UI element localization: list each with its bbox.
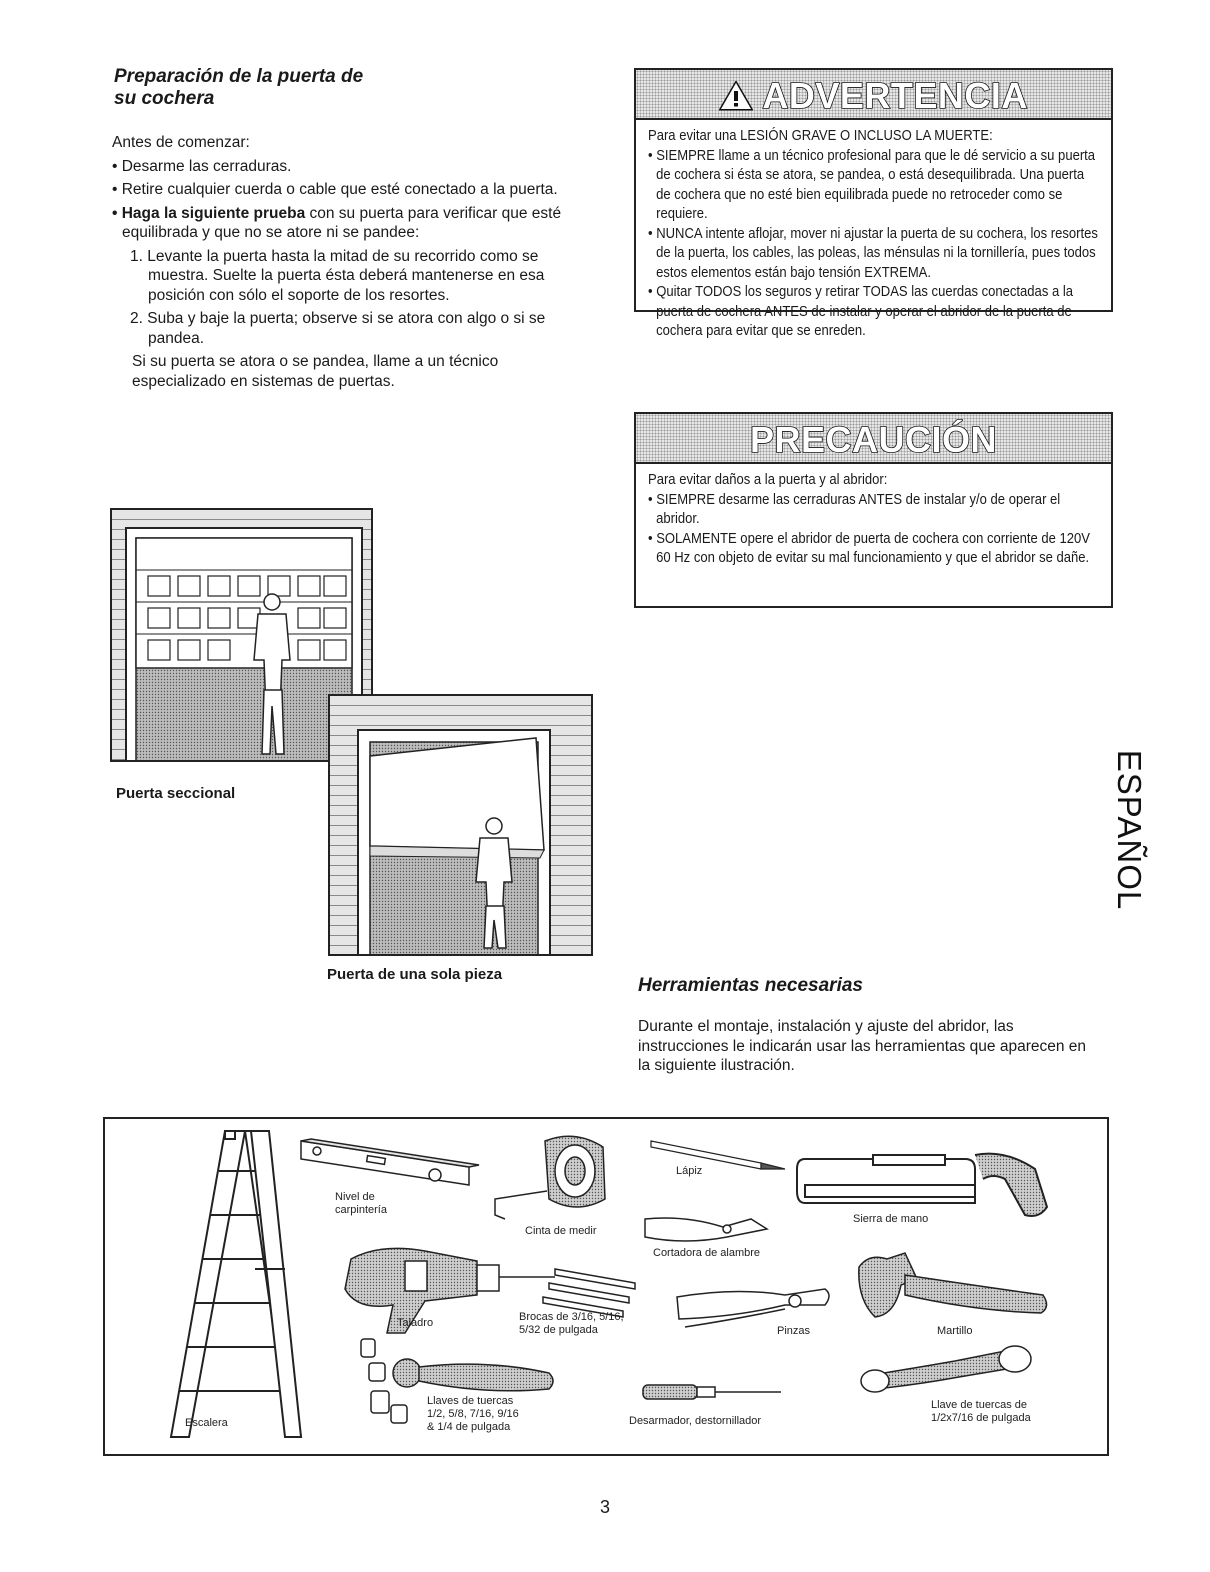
section-title-preparation (114, 66, 534, 110)
bullet-locks: • Desarme las cerraduras. (112, 157, 292, 175)
tools-illustration-box (103, 1117, 1109, 1456)
caution-lead: Para evitar daños a la puerta y al abridor: (648, 472, 888, 488)
label-hammer: Martillo (937, 1325, 973, 1337)
warning-banner-label (636, 76, 1111, 116)
label-level-line2: carpintería (335, 1204, 387, 1216)
label-screwdriver: Desarmador, destornillador (629, 1415, 762, 1427)
label-drill: Taladro (397, 1317, 434, 1329)
caption-sectional-door: Puerta seccional (116, 785, 236, 802)
warning-triangle-icon (719, 81, 753, 111)
step-1: 1. Levante la puerta hasta la mitad de su recorrido como se muestra. Suelte la puerta ésta deberá mantenerse en esa posición con sólo el soporte de los resortes. (130, 247, 545, 304)
label-drill-bits (519, 1311, 624, 1337)
label-hacksaw: Sierra de mano (853, 1213, 929, 1225)
tools-intro: Durante el montaje, instalación y ajuste del abridor, las instrucciones le indicarán usar las herramientas que aparecen en la siguiente ilustración. (638, 1018, 1087, 1074)
label-tape-measure: Cinta de medir (525, 1225, 597, 1237)
label-level-line1: Nivel de (335, 1191, 375, 1203)
caution-box (634, 412, 1113, 608)
label-level (335, 1191, 387, 1217)
step-2: 2. Suba y baje la puerta; observe si se atora con algo o si se pandea. (130, 310, 546, 347)
bullet-test-bold: • Haga la siguiente prueba (112, 204, 306, 222)
one-piece-door-illustration (328, 694, 593, 956)
label-drill-bits-line2: 5/32 de pulgada (519, 1324, 598, 1336)
tape-measure-icon (495, 1136, 605, 1219)
caution-bullet-2: • SOLAMENTE opere el abridor de puerta de cochera con corriente de 120V 60 Hz con objeto de evitar su mal funcionamiento y que el abridor se dañe. (648, 530, 1090, 566)
pencil-icon (651, 1141, 785, 1169)
warning-bullet-3: • Quitar TODOS los seguros y retirar TODAS las cuerdas conectadas a la puerta de cochera ANTES de instalar y operar el abridor de la puerta de cochera para evitar que se enreden. (648, 284, 1074, 339)
warning-lead: Para evitar una LESIÓN GRAVE O INCLUSO LA MUERTE: (648, 128, 993, 144)
label-box-wrench-line2: 1/2x7/16 de pulgada (931, 1412, 1031, 1424)
drill-bits-icon (543, 1269, 635, 1317)
title-line-1: Preparación de la puerta de (114, 66, 364, 87)
hacksaw-icon (797, 1154, 1047, 1216)
caption-one-piece-door: Puerta de una sola pieza (327, 966, 503, 983)
caution-banner (636, 414, 1111, 464)
label-wire-cutter: Cortadora de alambre (653, 1247, 761, 1259)
language-label: ESPAÑOL (1111, 749, 1148, 911)
one-piece-door-drawing (330, 696, 593, 956)
label-sockets-line1: Llaves de tuercas (427, 1395, 514, 1407)
carpenter-level-icon (301, 1139, 479, 1185)
label-pencil: Lápiz (676, 1165, 703, 1177)
tools-title: Herramientas necesarias (638, 975, 863, 996)
title-line-2: su cochera (114, 88, 215, 109)
warning-bullet-2: • NUNCA intente aflojar, mover ni ajustar la puerta de su cochera, los resortes de la puerta, los cables, las poleas, las ménsulas ni la tornillería, pues todos estos elementos están bajo tensión EXTREMA. (648, 225, 1098, 281)
warning-text (648, 127, 1098, 342)
box-wrench-icon (861, 1346, 1031, 1392)
caution-text (648, 471, 1098, 569)
label-pliers: Pinzas (777, 1325, 811, 1337)
screwdriver-icon (643, 1385, 781, 1399)
wire-cutter-icon (645, 1218, 767, 1241)
pliers-icon (677, 1289, 829, 1327)
label-box-wrench (931, 1399, 1031, 1425)
label-sockets-line2: 1/2, 5/8, 7/16, 9/16 (427, 1408, 519, 1420)
bullet-test-rest: con su puerta para verificar que esté equilibrada y que no se atore ni se pandee: (122, 204, 562, 241)
warning-box (634, 68, 1113, 339)
bullet-ropes: • Retire cualquier cuerda o cable que esté conectado a la puerta. (112, 181, 558, 198)
label-ladder: Escalera (185, 1417, 228, 1429)
label-sockets-line3: & 1/4 de pulgada (427, 1421, 511, 1433)
label-sockets (427, 1395, 519, 1434)
closing-text: Si su puerta se atora o se pandea, llame a un técnico especializado en sistemas de puertas. (132, 353, 499, 390)
warning-banner (636, 70, 1111, 120)
language-side-tab (1104, 730, 1154, 930)
ladder-icon (171, 1131, 301, 1437)
intro-text: Antes de comenzar: (112, 134, 250, 151)
label-box-wrench-line1: Llave de tuercas de (931, 1399, 1028, 1411)
caution-bullet-1: • SIEMPRE desarme las cerraduras ANTES de instalar y/o de operar el abridor. (648, 491, 1061, 527)
warning-title: ADVERTENCIA (762, 75, 1028, 116)
caution-title: PRECAUCIÓN (749, 419, 997, 460)
label-drill-bits-line1: Brocas de 3/16, 5/16, (519, 1311, 624, 1323)
preparation-body (112, 133, 592, 395)
page-number: 3 (599, 1497, 610, 1517)
warning-bullet-1: • SIEMPRE llame a un técnico profesional para que le dé servicio a su puerta de cochera si ésta se atora, se pandea, o está desequilibrada. Una puerta de cochera que no esté bien equilibrada puede no retroceder como se requiere. (648, 147, 1096, 222)
bullet-test (112, 204, 592, 243)
hammer-icon (859, 1253, 1047, 1317)
